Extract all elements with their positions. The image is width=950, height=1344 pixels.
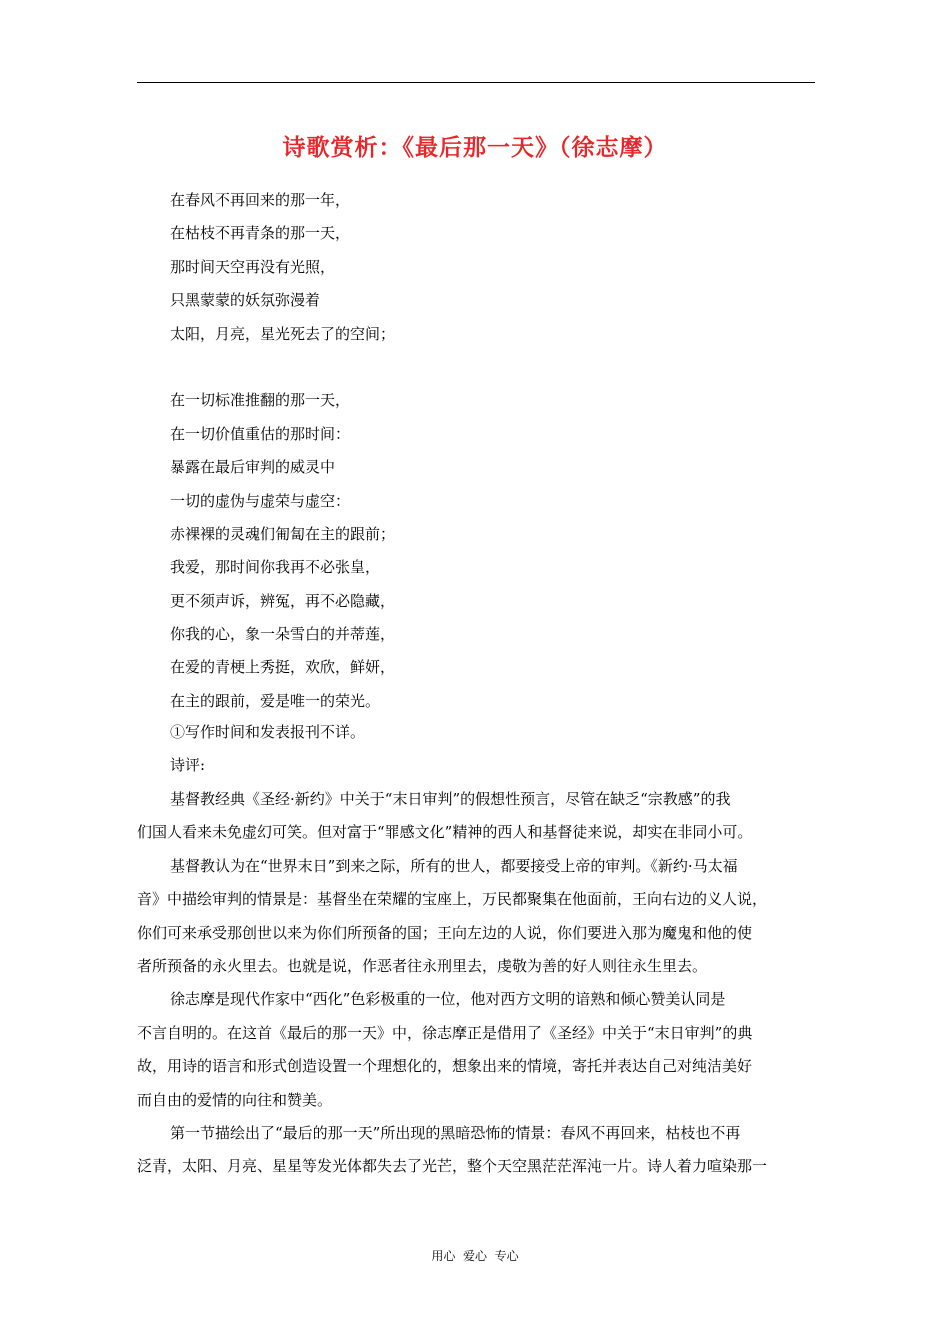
stanza-gap	[170, 351, 810, 384]
poem-line: 一切的虚伪与虚荣与虚空：	[170, 491, 351, 510]
poem-line: 在爱的青梗上秀挺，欢欣，鲜妍，	[170, 658, 396, 677]
poem-line: 我爱，那时间你我再不必张皇，	[170, 558, 381, 577]
commentary-line: 故，用诗的语言和形式创造设置一个理想化的，想象出来的情境，寄托并表达自己对纯洁美好	[137, 1057, 753, 1076]
poem-line: 暴露在最后审判的威灵中	[170, 458, 336, 477]
poem-line: 更不须声诉，辨冤，再不必隐藏，	[170, 591, 396, 610]
poem-line: 在春风不再回来的那一年，	[170, 191, 351, 209]
commentary-line: 第一节描绘出了“最后的那一天”所出现的黑暗恐怖的情景：春风不再回来，枯枝也不再	[170, 1123, 741, 1142]
poem-line: 只黑蒙蒙的妖氛弥漫着	[170, 291, 321, 310]
commentary-line: 基督教认为在“世界末日”到来之际，所有的世人，都要接受上帝的审判。《新约·马太福	[170, 856, 738, 875]
footnote: ①写作时间和发表报刊不详。	[170, 723, 366, 741]
poem-line: 那时间天空再没有光照，	[170, 257, 336, 276]
commentary-line: 你们可来承受那创世以来为你们所预备的国；王向左边的人说，你们要进入那为魔鬼和他的使	[137, 923, 753, 942]
commentary-line: 泛青，太阳、月亮、星星等发光体都失去了光芒，整个天空黑茫茫浑沌一片。诗人着力喧染那一	[137, 1157, 768, 1176]
poem-line: 太阳，月亮，星光死去了的空间；	[170, 324, 396, 343]
commentary-line: 基督教经典《圣经·新约》中关于“末日审判”的假想性预言，尽管在缺乏“宗教感”的我	[170, 790, 731, 808]
critique-label: 诗评:	[170, 756, 206, 775]
commentary-line: 者所预备的永火里去。也就是说，作恶者往永刑里去，虔敬为善的好人则往永生里去。	[137, 956, 708, 975]
poem-stanza-1	[170, 184, 810, 351]
poem-stanza-2	[170, 384, 810, 718]
poem-line: 在一切标准推翻的那一天，	[170, 391, 351, 410]
poem-line: 赤裸裸的灵魂们匍匐在主的跟前；	[170, 524, 396, 543]
poem-line: 你我的心，象一朵雪白的并蒂莲，	[170, 625, 396, 644]
notes	[170, 716, 810, 783]
header-rule	[137, 82, 815, 83]
page-footer: 用心 爱心 专心	[431, 1249, 519, 1263]
poem	[170, 184, 810, 718]
commentary	[137, 783, 815, 1184]
commentary-line: 而自由的爱情的向往和赞美。	[137, 1090, 333, 1109]
commentary-line: 不言自明的。在这首《最后的那一天》中，徐志摩正是借用了《圣经》中关于“末日审判”的典	[137, 1023, 753, 1042]
poem-line: 在一切价值重估的那时间：	[170, 424, 351, 443]
commentary-line: 们国人看来未免虚幻可笑。但对富于“罪感文化”精神的西人和基督徒来说，却实在非同小可。	[137, 823, 753, 842]
commentary-line: 音》中描绘审判的情景是：基督坐在荣耀的宝座上，万民都聚集在他面前，王向右边的义人说，	[137, 890, 768, 909]
poem-line: 在主的跟前，爱是唯一的荣光。	[170, 691, 381, 710]
commentary-line: 徐志摩是现代作家中“西化”色彩极重的一位，他对西方文明的谙熟和倾心赞美认同是	[170, 990, 726, 1009]
page-title: 诗歌赏析：《最后那一天》（徐志摩）	[282, 135, 668, 161]
poem-line: 在枯枝不再青条的那一天，	[170, 224, 351, 243]
